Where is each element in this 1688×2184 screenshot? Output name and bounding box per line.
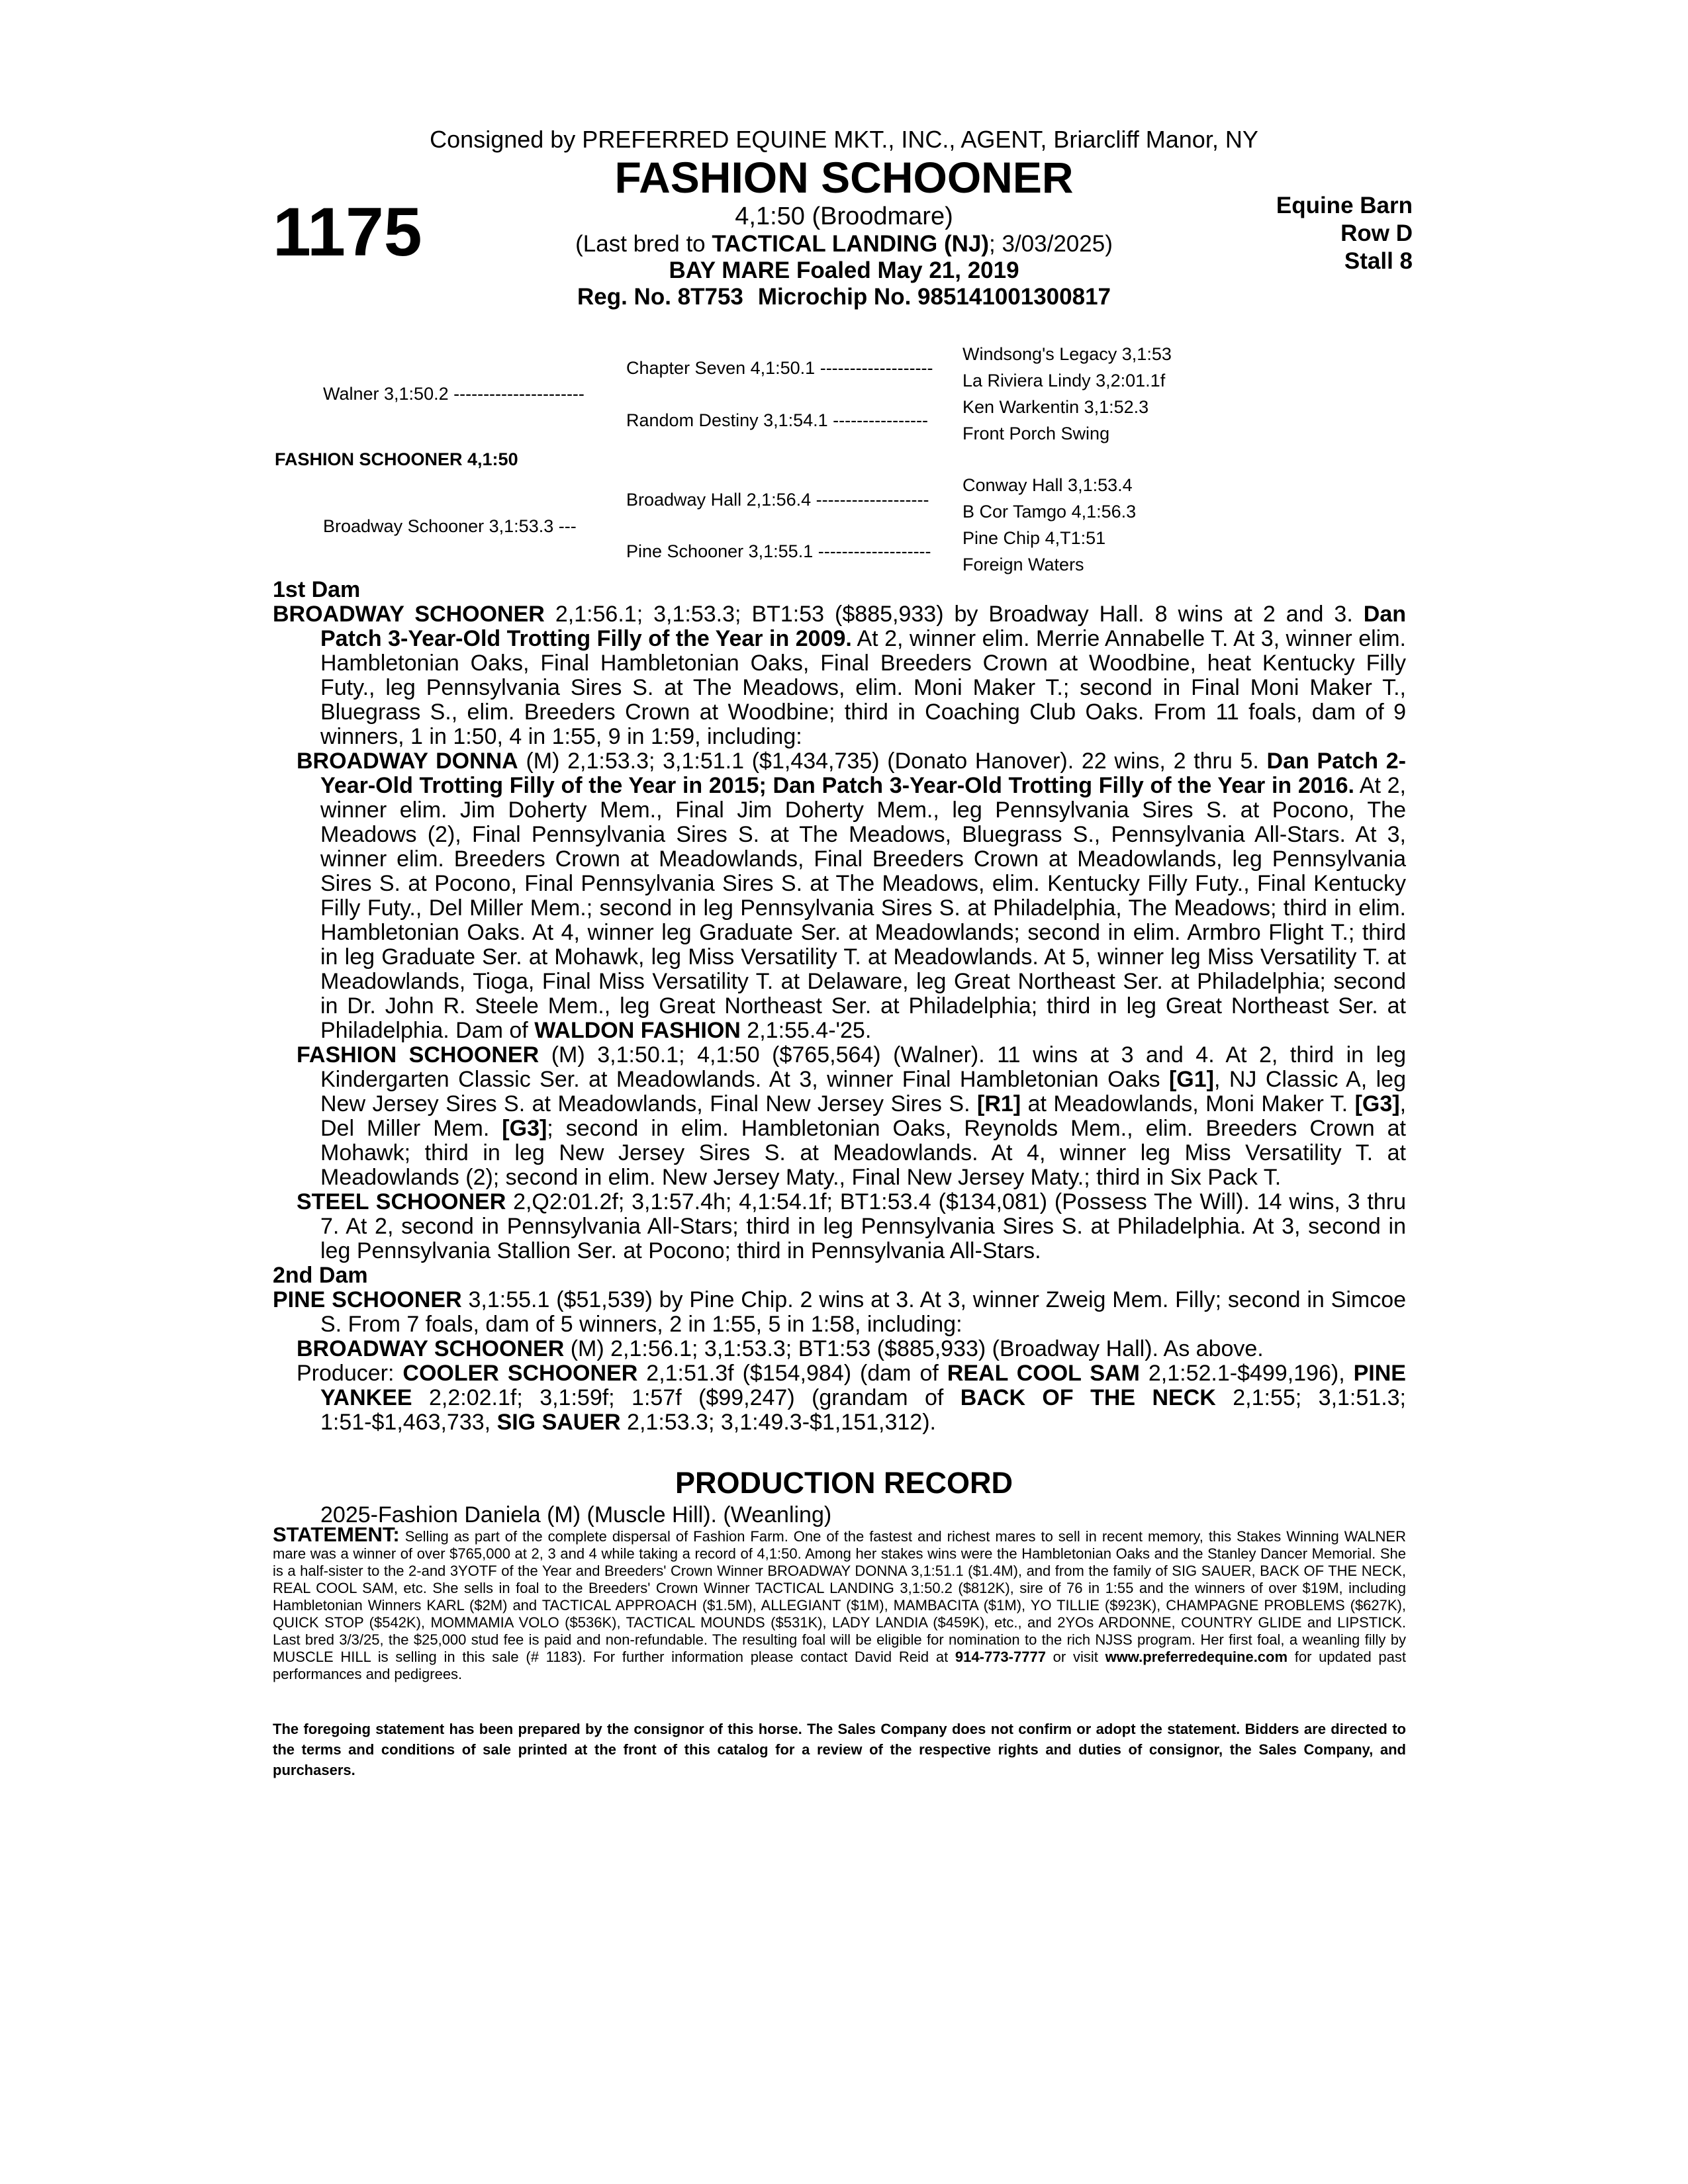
second-dam-name: PINE SCHOONER	[273, 1287, 462, 1312]
microchip-number: Microchip No. 985141001300817	[757, 284, 1111, 310]
consignor-statement: STATEMENT: Selling as part of the complete dispersal of Fashion Farm. One of the fastest and richest mares to sell in recent memory, this Stakes Winning WALNER mare was a winner of over $765,000 at 2, 3 and 4 while taking a record of 4,1:50. Among her stakes wins were the Hambletonian Oaks and the Stanley Dancer Memorial. She is a half-sister to the 2-and 3YOTF of the Year and Breeders' Crown Winner BROADWAY DONNA 3,1:51.1 ($1.4M), and from the family of SIG SAUER, BACK OF THE NECK, REAL COOL SAM, etc. She sells in foal to the Breeders' Crown Winner TACTICAL LANDING 3,1:50.2 ($812K), sire of 76 in 1:55 and the winners of over $19M, including Hambletonian Winners KARL ($2M) and TACTICAL APPROACH ($1.5M), ALLEGIANT ($1M), MAMBACITA ($1M), YO TILLIE ($923K), CHAMPAGNE PROBLEMS ($627K), QUICK STOP ($542K), MOMMAMIA VOLO ($536K), TACTICAL MOUNDS ($531K), LADY LANDIA ($459K), etc., and 2YOs ARDONNE, COUNTRY GLIDE and LIPSTICK. Last bred 3/3/25, the $25,000 stud fee is paid and non-refundable. The resulting foal will be eligible for nomination to the rich NJSS program. Her first foal, a weanling filly by MUSCLE HILL is selling in this sale (# 1183). For further information please contact David Reid at 914-773-7777 or visit www.preferredequine.com for updated past performances and pedigrees.	[273, 1523, 1406, 1682]
pedigree-ggsire-3: Conway Hall 3,1:53.4	[962, 475, 1133, 495]
pedigree-sire-sire: Chapter Seven 4,1:50.1 -------------------	[626, 358, 933, 378]
first-dam-name: BROADWAY SCHOONER	[273, 602, 545, 627]
first-dam-paragraph: BROADWAY SCHOONER 2,1:56.1; 3,1:53.3; BT1:53 ($885,933) by Broadway Hall. 8 wins at 2 and 3. Dan Patch 3-Year-Old Trotting Filly of the Year in 2009. At 2, winner elim. Merrie Annabelle T. At 3, winner elim. Hambletonian Oaks, Final Hambletonian Oaks, Final Breeders Crown at Woodbine, heat Kentucky Filly Futy., leg Pennsylvania Sires S. at The Meadows, elim. Moni Maker T.; second in Final Moni Maker T., Bluegrass S., elim. Breeders Crown at Woodbine; third in Coaching Club Oaks. From 11 foals, dam of 9 winners, 1 in 1:50, 4 in 1:55, 9 in 1:59, including:	[273, 602, 1407, 749]
pedigree-ggdam-1: La Riviera Lindy 3,2:01.1f	[962, 371, 1166, 390]
last-bred-sire: TACTICAL LANDING (NJ)	[712, 231, 990, 257]
pedigree-sire-dam: Random Destiny 3,1:54.1 ----------------	[626, 410, 929, 430]
catalog-body	[273, 578, 1406, 1435]
horse-name: FASHION SCHOONER	[614, 153, 1074, 202]
barn-row: Row D	[1340, 220, 1413, 246]
reg-number: Reg. No. 8T753	[577, 284, 743, 310]
produce-broadway-schooner: BROADWAY SCHOONER (M) 2,1:56.1; 3,1:53.3; BT1:53 ($885,933) (Broadway Hall). As above.	[297, 1336, 1264, 1361]
second-dam-heading: 2nd Dam	[273, 1263, 368, 1288]
pedigree-sire: Walner 3,1:50.2 ----------------------	[323, 384, 585, 404]
horse-subheader	[0, 202, 1688, 310]
barn-name: Equine Barn	[1276, 193, 1413, 218]
production-entry: 2025-Fashion Daniela (M) (Muscle Hill). (Weanling)	[320, 1502, 832, 1527]
pedigree-ggdam-3: B Cor Tamgo 4,1:56.3	[962, 502, 1137, 522]
website-link[interactable]: www.preferredequine.com	[1105, 1649, 1288, 1665]
pedigree-main-horse: FASHION SCHOONER 4,1:50	[275, 449, 518, 469]
consignor-line: Consigned by PREFERRED EQUINE MKT., INC., AGENT, Briarcliff Manor, NY	[430, 126, 1258, 153]
hip-number: 1175	[273, 194, 422, 271]
produce-fashion-schooner: FASHION SCHOONER (M) 3,1:50.1; 4,1:50 ($765,564) (Walner). 11 wins at 3 and 4. At 2, third in leg Kindergarten Classic Ser. at Meadowlands. At 3, winner Final Hambletonian Oaks [G1], NJ Classic A, leg New Jersey Sires S. at Meadowlands, Final New Jersey Sires S. [R1] at Meadowlands, Moni Maker T. [G3], Del Miller Mem. [G3]; second in elim. Hambletonian Oaks, Reynolds Mem., elim. Breeders Crown at Mohawk; third in leg New Jersey Sires S. at Meadowlands. At 4, winner leg Miss Versatility T. at Meadowlands (2); second in elim. New Jersey Maty., Final New Jersey Maty.; third in Six Pack T.	[297, 1042, 1407, 1190]
statement-label: STATEMENT:	[273, 1523, 400, 1546]
pedigree-ggsire-1: Windsong's Legacy 3,1:53	[962, 344, 1172, 364]
pedigree-ggsire-4: Pine Chip 4,T1:51	[962, 528, 1106, 548]
produce-broadway-donna: BROADWAY DONNA (M) 2,1:53.3; 3,1:51.1 ($1,434,735) (Donato Hanover). 22 wins, 2 thru 5. Dan Patch 2-Year-Old Trotting Filly of the Year in 2015; Dan Patch 3-Year-Old Trotting Filly of the Year in 2016. At 2, winner elim. Jim Doherty Mem., Final Jim Doherty Mem., leg Pennsylvania Sires S. at Pocono, The Meadows (2), Final Pennsylvania Sires S. at The Meadows, Bluegrass S., Pennsylvania All-Stars. At 3, winner elim. Breeders Crown at Meadowlands, Final Breeders Crown at Meadowlands, leg Pennsylvania Sires S. at Pocono, Final Pennsylvania Sires S. at The Meadows, elim. Kentucky Filly Futy., Final Kentucky Filly Futy., Del Miller Mem.; second in leg Pennsylvania Sires S. at Philadelphia, The Meadows; third in elim. Hambletonian Oaks. At 4, winner leg Graduate Ser. at Meadowlands; second in elim. Armbro Flight T.; third in leg Graduate Ser. at Mohawk, leg Miss Versatility T. at Meadowlands. At 5, winner leg Miss Versatility T. at Meadowlands, Tioga, Final Miss Versatility T. at Delaware, leg Great Northeast Ser. at Philadelphia; second in Dr. John R. Steele Mem., leg Great Northeast Ser. at Philadelphia; third in leg Great Northeast Ser. at Philadelphia. Dam of WALDON FASHION 2,1:55.4-'25.	[297, 749, 1406, 1043]
race-record: 4,1:50 (Broodmare)	[735, 203, 953, 230]
registration-line	[0, 284, 1688, 310]
produce-steel-schooner: STEEL SCHOONER 2,Q2:01.2f; 3,1:57.4h; 4,1:54.1f; BT1:53.4 ($134,081) (Possess The Will). 14 wins, 3 thru 7. At 2, second in Pennsylvania All-Stars; third in leg Pennsylvania Sires S. at Philadelphia. At 3, second in leg Pennsylvania Stallion Ser. at Pocono; third in Pennsylvania All-Stars.	[297, 1189, 1406, 1263]
pedigree-ggsire-2: Ken Warkentin 3,1:52.3	[962, 397, 1149, 417]
production-record-title: PRODUCTION RECORD	[675, 1466, 1013, 1500]
second-dam-paragraph: PINE SCHOONER 3,1:55.1 ($51,539) by Pine Chip. 2 wins at 3. At 3, winner Zweig Mem. Filly; second in Simcoe S. From 7 foals, dam of 5 winners, 2 in 1:55, 5 in 1:58, including:	[273, 1287, 1407, 1337]
pedigree-ggdam-2: Front Porch Swing	[962, 424, 1110, 443]
contact-phone: 914-773-7777	[955, 1649, 1046, 1665]
last-bred-line: (Last bred to TACTICAL LANDING (NJ); 3/03/2025)	[575, 231, 1113, 257]
pedigree-ggdam-4: Foreign Waters	[962, 555, 1084, 574]
pedigree-dam-dam: Pine Schooner 3,1:55.1 -------------------	[626, 541, 931, 561]
producer-line: Producer: COOLER SCHOONER 2,1:51.3f ($154,984) (dam of REAL COOL SAM 2,1:52.1-$499,196), PINE YANKEE 2,2:02.1f; 3,1:59f; 1:57f ($99,247) (grandam of BACK OF THE NECK 2,1:55; 3,1:51.3; 1:51-$1,463,733, SIG SAUER 2,1:53.3; 3,1:49.3-$1,151,312).	[297, 1361, 1407, 1435]
first-dam-heading: 1st Dam	[273, 577, 361, 602]
sales-disclaimer: The foregoing statement has been prepared by the consignor of this horse. The Sales Company does not confirm or adopt the statement. Bidders are directed to the terms and conditions of sale printed at the front of this catalog for a review of the respective rights and duties of consignor, the Sales Company, and purchasers.	[273, 1721, 1406, 1778]
pedigree-dam: Broadway Schooner 3,1:53.3 ---	[323, 516, 577, 536]
foaled-line: BAY MARE Foaled May 21, 2019	[669, 257, 1019, 283]
pedigree-dam-sire: Broadway Hall 2,1:56.4 -------------------	[626, 490, 929, 510]
barn-stall: Stall 8	[1344, 248, 1413, 274]
